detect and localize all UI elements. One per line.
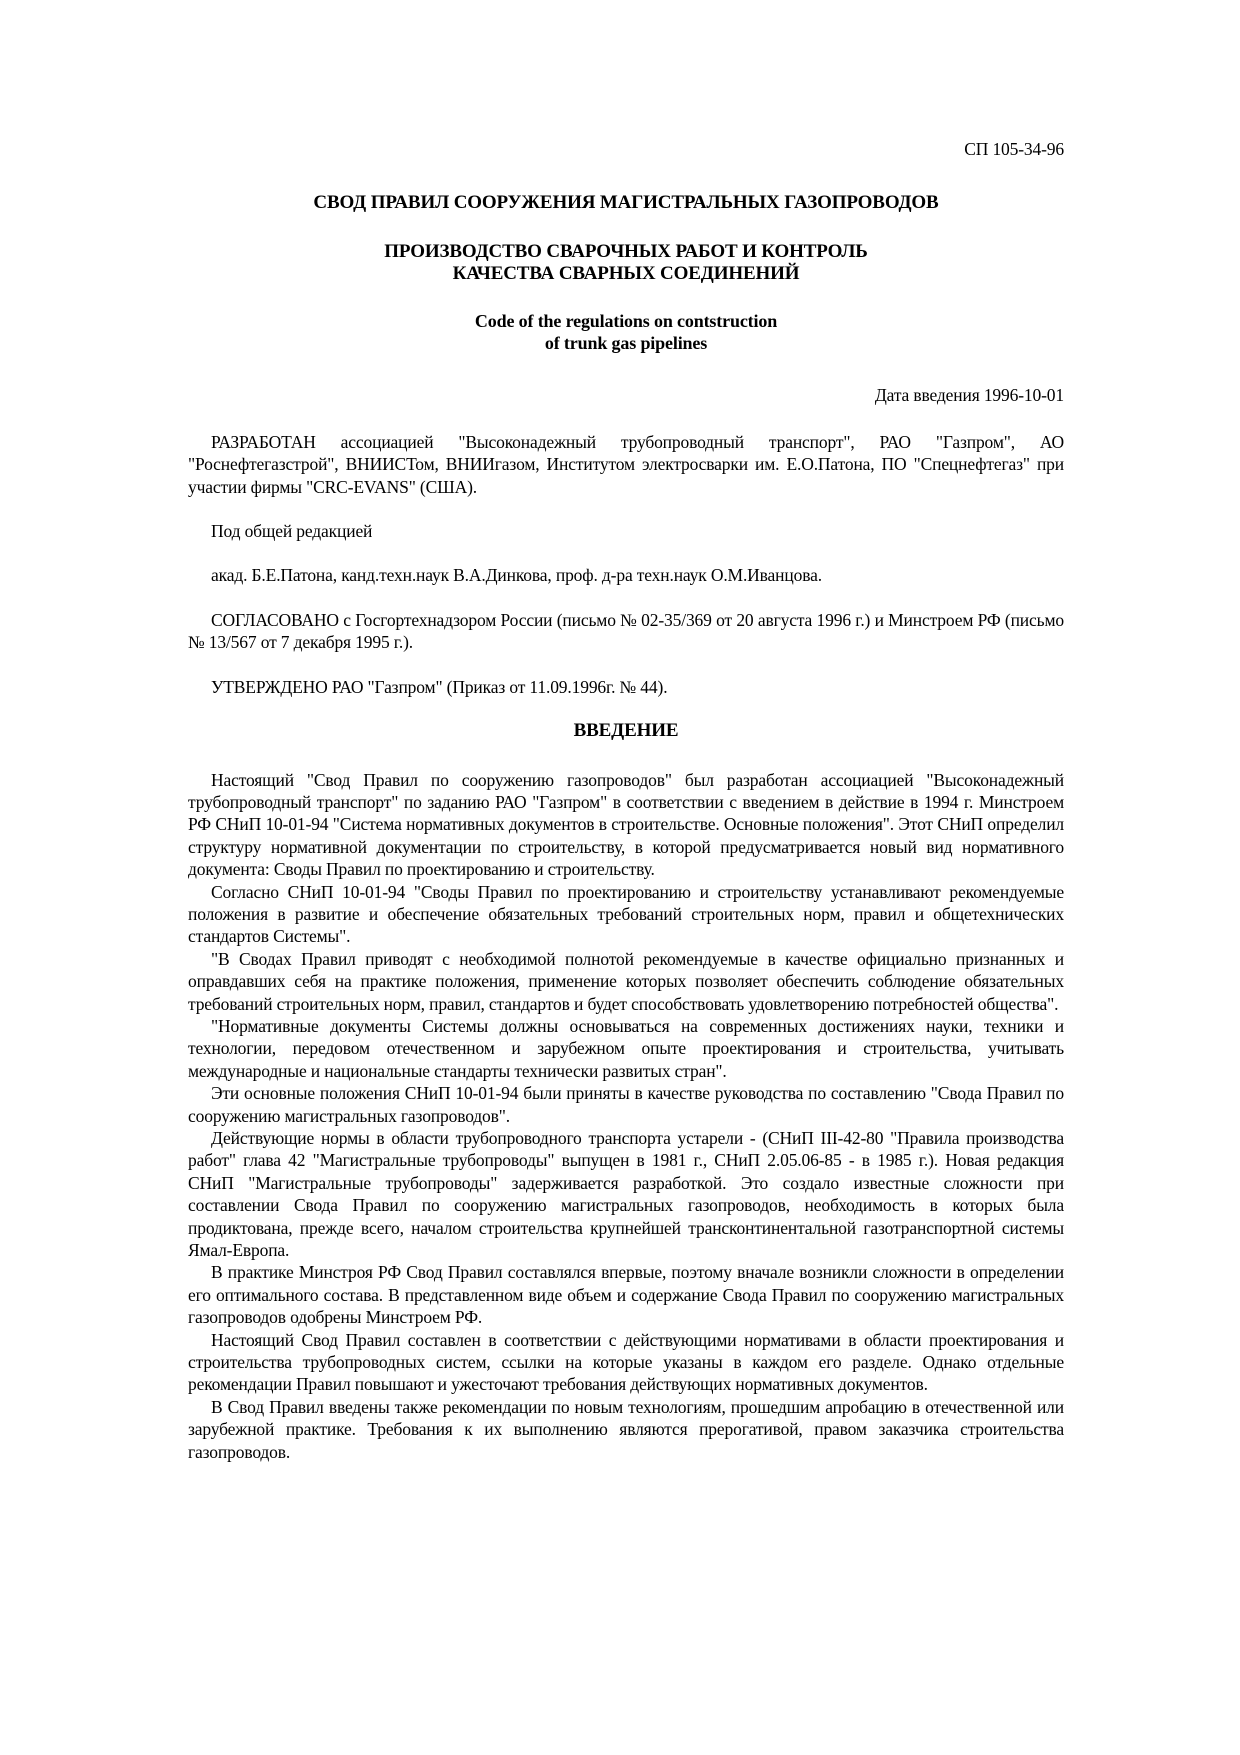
- paragraph-approved-by: УТВЕРЖДЕНО РАО "Газпром" (Приказ от 11.09.1996г. № 44).: [211, 676, 668, 697]
- paragraph-agreed-with: СОГЛАСОВАНО с Госгортехнадзором России (письмо № 02-35/369 от 20 августа 1996 г.) и Минстроем РФ (письмо № 13/567 от 7 декабря 1995 г.).: [188, 609, 1064, 653]
- paragraph-editors-names: акад. Б.Е.Патона, канд.техн.наук В.А.Динкова, проф. д-ра техн.наук О.М.Иванцова.: [211, 565, 822, 586]
- intro-paragraph-1: Настоящий "Свод Правил по сооружению газопроводов" был разработан ассоциацией "Высоконадежный трубопроводный транспорт" по заданию РАО "Газпром" в соответствии с введением в действие в 1994 г. Минстроем РФ СНиП 10-01-94 "Система нормативных документов в строительстве. Основные положения". Этот СНиП определил структуру нормативной документации по строительству, в которой предусматривается новый вид нормативного документа: Своды Правил по проектированию и строительству.: [188, 769, 1064, 880]
- doc-title-english-line-2: of trunk gas pipelines: [544, 333, 708, 354]
- doc-subtitle-line-1: ПРОИЗВОДСТВО СВАРОЧНЫХ РАБОТ И КОНТРОЛЬ: [384, 240, 868, 262]
- intro-paragraph-8: Настоящий Свод Правил составлен в соответствии с действующими нормативами в области проектирования и строительства трубопроводных систем, ссылки на которые указаны в каждом его разделе. Однако отдельные рекомендации Правил повышают и ужесточают требования действующих нормативных документов.: [188, 1329, 1064, 1395]
- intro-paragraph-9: В Свод Правил введены также рекомендации по новым технологиям, прошедшим апробацию в отечественной или зарубежной практике. Требования к их выполнению являются прерогативой, правом заказчика строительства газопроводов.: [188, 1396, 1064, 1462]
- intro-paragraph-3: "В Сводах Правил приводят с необходимой полнотой рекомендуемые в качестве официально признанных и оправдавших себя на практике положения, применение которых позволяет обеспечить соблюдение обязательных требований строительных норм, правил, стандартов и будет способствовать удовлетворению потребностей общества".: [188, 948, 1064, 1014]
- doc-subtitle: [188, 241, 1064, 286]
- intro-paragraph-5: Эти основные положения СНиП 10-01-94 были приняты в качестве руководства по составлению "Свода Правил по сооружению магистральных газопроводов".: [188, 1083, 1064, 1126]
- intro-paragraph-6: Действующие нормы в области трубопроводного транспорта устарели - (СНиП III-42-80 "Правила производства работ" глава 42 "Магистральные трубопроводы" выпущен в 1981 г., СНиП 2.05.06-85 - в 1985 г.). Новая редакция СНиП "Магистральные трубопроводы" задерживается разработкой. Это создало известные сложности при составлении Свода Правил по сооружению магистральных газопроводов, необходимость в которых была продиктована, прежде всего, началом строительства крупнейшей трансконтинентальной газотранспортной системы Ямал-Европа.: [188, 1128, 1064, 1261]
- doc-title: СВОД ПРАВИЛ СООРУЖЕНИЯ МАГИСТРАЛЬНЫХ ГАЗОПРОВОДОВ: [313, 192, 939, 214]
- doc-title-english-line-1: Code of the regulations on contstruction: [474, 310, 778, 331]
- effective-date: Дата введения 1996-10-01: [874, 385, 1064, 406]
- section-heading-introduction: ВВЕДЕНИЕ: [573, 720, 679, 742]
- paragraph-edited-by-label: Под общей редакцией: [211, 521, 373, 542]
- doc-title-english: [188, 310, 1064, 355]
- intro-paragraph-4: "Нормативные документы Системы должны основываться на современных достижениях науки, техники и технологии, передовом отечественном и зарубежном опыте проектирования и строительства, учитывать международные и национальные стандарты технически развитых стран".: [188, 1015, 1064, 1081]
- intro-paragraph-2: Согласно СНиП 10-01-94 "Своды Правил по проектированию и строительству устанавливают рекомендуемые положения в развитие и обеспечение обязательных требований строительных норм, правил и общетехнических стандартов Системы".: [188, 881, 1064, 947]
- paragraph-developed-by: РАЗРАБОТАН ассоциацией "Высоконадежный трубопроводный транспорт", РАО "Газпром", АО "Роснефтегазстрой", ВНИИСТом, ВНИИгазом, Институтом электросварки им. Е.О.Патона, ПО "Спецнефтегаз" при участии фирмы "CRC-EVANS" (США).: [188, 431, 1064, 497]
- intro-paragraph-7: В практике Минстроя РФ Свод Правил составлялся впервые, поэтому вначале возникли сложности в определении его оптимального состава. В представленном виде объем и содержание Свода Правил по сооружению магистральных газопроводов одобрены Минстроем РФ.: [188, 1262, 1064, 1328]
- doc-number: СП 105-34-96: [964, 139, 1064, 159]
- doc-subtitle-line-2: КАЧЕСТВА СВАРНЫХ СОЕДИНЕНИЙ: [452, 263, 800, 285]
